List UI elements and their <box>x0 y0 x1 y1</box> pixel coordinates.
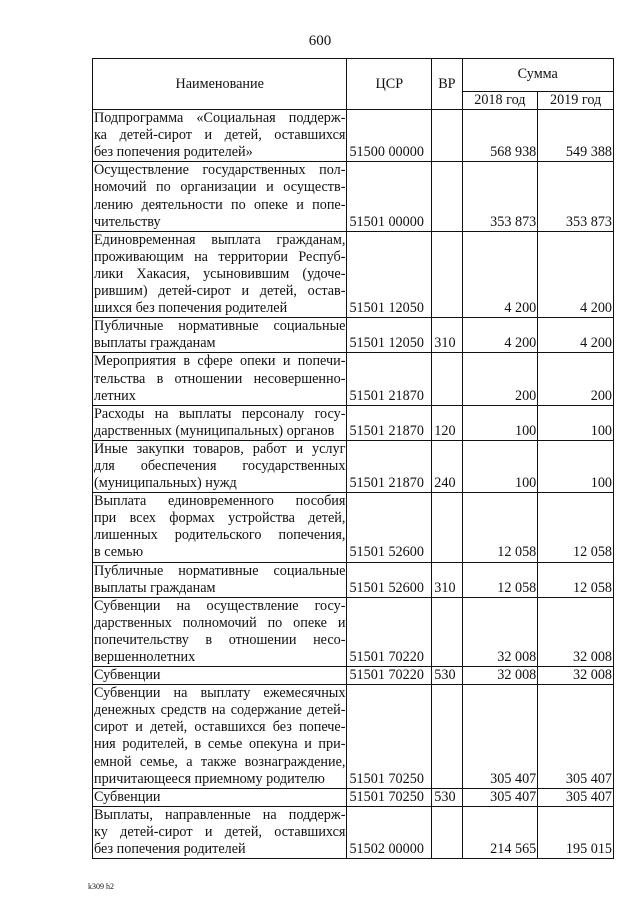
table-row <box>93 597 614 666</box>
row-sum-2018: 100 <box>462 405 538 440</box>
row-sum-2018: 32 008 <box>462 597 538 666</box>
row-name-line: ка детей-сирот и детей, оставшихся <box>94 127 346 144</box>
row-name <box>93 318 347 353</box>
row-sum-2018: 305 407 <box>462 685 538 789</box>
table-row <box>93 405 614 440</box>
row-name-line: шихся без попечения родителей <box>94 300 288 317</box>
row-name-line: сирот и детей, оставшихся без попече- <box>94 719 346 736</box>
row-sum-2019: 32 008 <box>538 667 614 685</box>
row-sum-2019: 100 <box>538 440 614 492</box>
table-row <box>93 231 614 317</box>
row-name <box>93 685 347 789</box>
header-vr: ВР <box>432 59 462 110</box>
row-name <box>93 806 347 858</box>
table-row <box>93 667 614 685</box>
header-name: Наименование <box>93 59 347 110</box>
row-name <box>93 562 347 597</box>
row-csr: 51501 70220 <box>347 597 432 666</box>
row-name-line: Выплата единовременного пособия <box>94 493 346 510</box>
row-name <box>93 440 347 492</box>
row-vr <box>432 162 462 231</box>
row-name-line: без попечения родителей» <box>94 144 253 161</box>
table-row <box>93 806 614 858</box>
row-name-line: тельства в отношении несовершенно- <box>94 370 346 387</box>
row-name-line: без попечения родителей <box>94 841 246 858</box>
row-name <box>93 597 347 666</box>
row-name <box>93 405 347 440</box>
row-name-line: Субвенции на осуществление госу- <box>94 597 346 614</box>
header-year-2018: 2018 год <box>462 92 538 110</box>
row-csr: 51501 21870 <box>347 353 432 405</box>
row-name <box>93 667 347 685</box>
row-name-line: Подпрограмма «Социальная поддерж- <box>94 110 346 127</box>
row-name-line: емной семье, а также вознаграждение, <box>94 753 346 770</box>
row-name-line: Иные закупки товаров, работ и услуг <box>94 440 346 457</box>
row-name-line: Единовременная выплата гражданам, <box>94 231 346 248</box>
row-name <box>93 353 347 405</box>
row-csr: 51502 00000 <box>347 806 432 858</box>
row-name-line: Выплаты, направленные на поддерж- <box>94 806 346 823</box>
row-name <box>93 110 347 162</box>
row-csr: 51501 12050 <box>347 231 432 317</box>
row-csr: 51501 52600 <box>347 493 432 562</box>
row-sum-2019: 4 200 <box>538 318 614 353</box>
row-name-line: ния родителей, в семье опекуна и при- <box>94 736 346 753</box>
row-name-line: попечительству в отношении несо- <box>94 631 346 648</box>
row-name-line: дарственных (муниципальных) органов <box>94 422 335 439</box>
header-year-2019: 2019 год <box>538 92 614 110</box>
row-name-line: причитающееся приемному родителю <box>94 770 325 787</box>
row-sum-2019: 305 407 <box>538 788 614 806</box>
row-vr <box>432 231 462 317</box>
row-sum-2019: 305 407 <box>538 685 614 789</box>
row-vr: 530 <box>432 667 462 685</box>
row-vr <box>432 806 462 858</box>
row-sum-2018: 214 565 <box>462 806 538 858</box>
row-name-line: выплаты гражданам <box>94 579 216 596</box>
row-name <box>93 162 347 231</box>
row-vr: 310 <box>432 562 462 597</box>
row-vr <box>432 493 462 562</box>
row-name-line: Осуществление государственных пол- <box>94 162 346 179</box>
row-sum-2018: 568 938 <box>462 110 538 162</box>
row-sum-2018: 12 058 <box>462 562 538 597</box>
row-name-line: Расходы на выплаты персоналу госу- <box>94 405 346 422</box>
row-name-line: денежных средств на содержание детей- <box>94 702 346 719</box>
table-row <box>93 493 614 562</box>
row-csr: 51501 21870 <box>347 405 432 440</box>
row-csr: 51501 70250 <box>347 788 432 806</box>
row-vr <box>432 597 462 666</box>
row-name-line: ку детей-сирот и детей, оставшихся <box>94 823 346 840</box>
row-csr: 51501 70220 <box>347 667 432 685</box>
row-vr <box>432 110 462 162</box>
row-name-line: Мероприятия в сфере опеки и попечи- <box>94 353 346 370</box>
row-vr: 310 <box>432 318 462 353</box>
row-name-line: в семью <box>94 544 144 561</box>
row-sum-2019: 32 008 <box>538 597 614 666</box>
row-name-line: лишенных родительского попечения, <box>94 527 346 544</box>
row-sum-2019: 195 015 <box>538 806 614 858</box>
row-name-line: Субвенции <box>94 788 161 805</box>
header-sum: Сумма <box>462 59 613 92</box>
row-name-line: вершеннолетних <box>94 649 196 665</box>
row-sum-2019: 549 388 <box>538 110 614 162</box>
row-name-line: для обеспечения государственных <box>94 457 346 474</box>
footer-code: k309 h2 <box>88 882 114 891</box>
table-body <box>93 110 614 859</box>
row-csr: 51501 70250 <box>347 685 432 789</box>
row-sum-2018: 305 407 <box>462 788 538 806</box>
row-name-line: чительству <box>94 213 161 230</box>
row-sum-2018: 4 200 <box>462 318 538 353</box>
row-sum-2019: 12 058 <box>538 562 614 597</box>
row-csr: 51501 52600 <box>347 562 432 597</box>
table-row <box>93 353 614 405</box>
table-row <box>93 318 614 353</box>
row-vr <box>432 353 462 405</box>
page-number: 600 <box>308 33 332 49</box>
row-name-line: проживающим на территории Респуб- <box>94 248 346 265</box>
row-sum-2019: 200 <box>538 353 614 405</box>
row-csr: 51501 00000 <box>347 162 432 231</box>
row-sum-2019: 353 873 <box>538 162 614 231</box>
budget-table <box>92 58 614 859</box>
row-name-line: (муниципальных) нужд <box>94 475 237 492</box>
table-row <box>93 788 614 806</box>
row-name-line: выплаты гражданам <box>94 335 216 352</box>
row-sum-2019: 100 <box>538 405 614 440</box>
row-sum-2018: 32 008 <box>462 667 538 685</box>
row-name-line: летних <box>94 387 136 404</box>
row-vr <box>432 685 462 789</box>
row-name <box>93 231 347 317</box>
row-sum-2018: 200 <box>462 353 538 405</box>
table-row <box>93 110 614 162</box>
row-sum-2018: 353 873 <box>462 162 538 231</box>
row-name-line: лики Хакасия, усыновившим (удоче- <box>94 265 346 282</box>
row-vr: 240 <box>432 440 462 492</box>
row-name-line: рившим) детей-сирот и детей, остав- <box>94 283 346 300</box>
table-row <box>93 440 614 492</box>
row-name-line: Публичные нормативные социальные <box>94 318 346 335</box>
row-sum-2018: 4 200 <box>462 231 538 317</box>
row-name <box>93 493 347 562</box>
row-name-line: номочий по организации и осуществ- <box>94 179 346 196</box>
header-csr: ЦСР <box>347 59 432 110</box>
row-sum-2019: 4 200 <box>538 231 614 317</box>
row-name-line: при всех формах устройства детей, <box>94 510 346 527</box>
row-name-line: Субвенции <box>94 667 161 684</box>
table-row <box>93 562 614 597</box>
row-csr: 51500 00000 <box>347 110 432 162</box>
row-vr: 120 <box>432 405 462 440</box>
row-name-line: дарственных полномочий по опеке и <box>94 614 346 631</box>
table-row <box>93 162 614 231</box>
row-name <box>93 788 347 806</box>
row-name-line: лению деятельности по опеке и попе- <box>94 196 346 213</box>
row-csr: 51501 12050 <box>347 318 432 353</box>
row-csr: 51501 21870 <box>347 440 432 492</box>
table-row <box>93 685 614 789</box>
row-sum-2018: 12 058 <box>462 493 538 562</box>
row-sum-2018: 100 <box>462 440 538 492</box>
row-name-line: Публичные нормативные социальные <box>94 562 346 579</box>
row-sum-2019: 12 058 <box>538 493 614 562</box>
row-name-line: Субвенции на выплату ежемесячных <box>94 685 346 702</box>
row-vr: 530 <box>432 788 462 806</box>
